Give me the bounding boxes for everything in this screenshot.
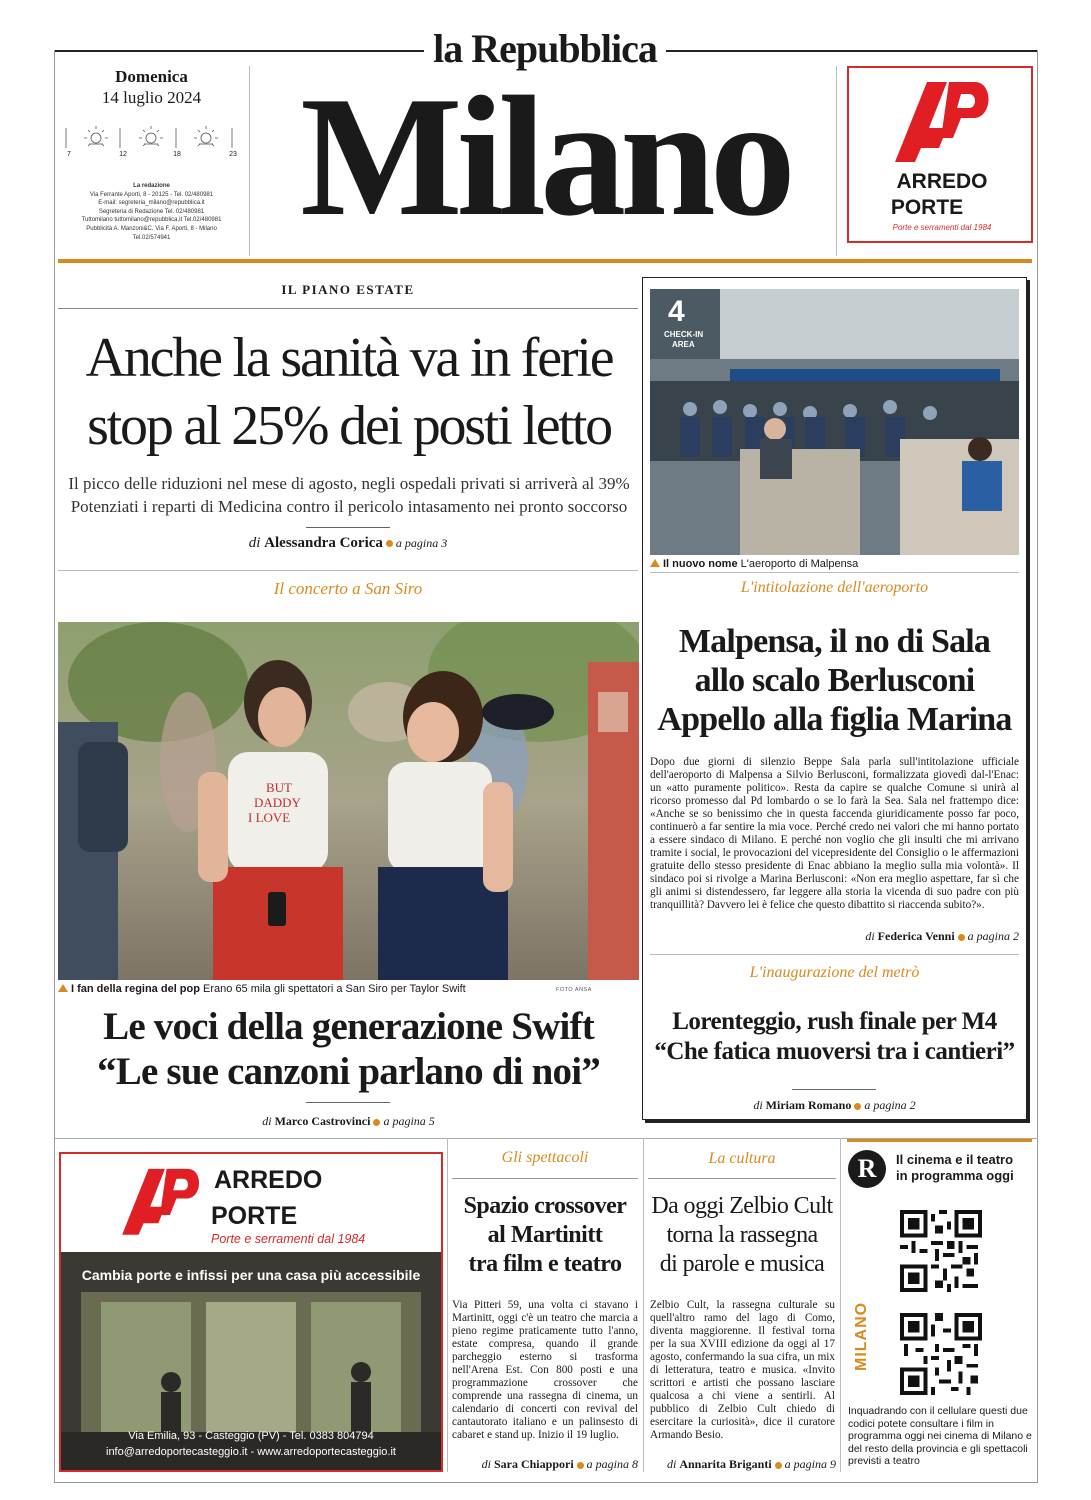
cultura-headline-line1: Da oggi Zelbio Cult: [651, 1193, 833, 1219]
spettacoli-headline-line1: Spazio crossover: [463, 1193, 627, 1219]
masthead-divider-right: [836, 66, 837, 256]
masthead-title: Milano: [300, 62, 790, 252]
concert-photo: [58, 622, 639, 980]
ad-top-tagline: Porte e serramenti dal 1984: [892, 223, 992, 232]
spettacoli-body: Via Pitteri 59, una volta ci stavano i Martinitt, oggi c'è un teatro che marcia a pieno regime praticamente tutto l'anno, estate compresa, quando il grande parcheggio esterno si trasforma nell'Arena Est. Con 800 posti e una programmazione crossover che comprende una rassegna di cinema, un calendario di concerti con revival del cantautorato italiano e un palinsesto di cabaret e stand up. Inizio il 19 luglio.: [452, 1299, 638, 1441]
photo-sign-text: AREA: [672, 340, 695, 349]
cultura-headline-line2: torna la rassegna: [666, 1222, 818, 1248]
byline-prefix: di: [865, 929, 875, 943]
concert-kicker: Il concerto a San Siro: [273, 579, 423, 598]
concert-top-rule: [58, 570, 638, 571]
lead-headline-line1: Anche la sanità va in ferie: [85, 327, 613, 389]
spettacoli-page-ref[interactable]: a pagina 8: [586, 1457, 638, 1471]
qr-box-title: [896, 1152, 1032, 1184]
lead-page-ref[interactable]: a pagina 3: [395, 536, 448, 550]
qr-code-teatro[interactable]: [900, 1313, 982, 1395]
weather-temp-1: 7: [67, 151, 71, 158]
concert-photo-credit: FOTO ANSA: [556, 987, 592, 993]
metro-kicker: L'inaugurazione del metrò: [749, 964, 920, 981]
photo-sign-number: 4: [668, 295, 685, 328]
metro-top-rule: [650, 954, 1019, 955]
byline-prefix: di: [248, 535, 261, 551]
ad-bottom-name-1: ARREDO: [214, 1166, 323, 1194]
masthead-orange-rule: [58, 259, 1032, 263]
cultura-headline[interactable]: [646, 1192, 838, 1279]
lead-section-label: IL PIANO ESTATE: [281, 282, 415, 297]
concert-author[interactable]: Marco Castrovinci: [274, 1114, 371, 1128]
malpensa-headline-line3: Appello alla figlia Marina: [657, 701, 1012, 738]
byline-dot: [577, 1462, 584, 1469]
ad-top-name-1: ARREDO: [896, 170, 988, 193]
lead-byline-rule: [306, 527, 390, 528]
page-border-right: [1037, 50, 1038, 1482]
malpensa-headline-line1: Malpensa, il no di Sala: [678, 623, 991, 660]
byline-prefix: di: [666, 1457, 677, 1471]
weather-icons: [62, 124, 242, 160]
photo-shirt-text: BUT: [266, 780, 292, 795]
concert-byline-rule: [306, 1102, 390, 1103]
masthead-rule-right: [666, 50, 1038, 52]
malpensa-caption-bold: Il nuovo nome: [663, 558, 738, 570]
byline-prefix: di: [753, 1098, 763, 1112]
caption-triangle-icon: [650, 559, 660, 567]
metro-headline-line2: “Che fatica muoversi tra i cantieri”: [654, 1038, 1015, 1065]
metro-page-ref[interactable]: a pagina 2: [864, 1098, 916, 1112]
spettacoli-byline: [452, 1457, 638, 1472]
qr-box-title-line1: Il cinema e il teatro: [896, 1152, 1014, 1167]
redazione-line: Tel.02/574941: [132, 234, 171, 241]
photo-shirt-text: DADDY: [254, 795, 301, 810]
qr-box-note: Inquadrando con il cellulare questi due codici potete consultare i film in programma oggi nei cinema di Milano e del resto della provincia e gli spettacoli previsti a teatro: [848, 1405, 1032, 1467]
concert-byline: [58, 1114, 639, 1129]
ad-top-name-2: PORTE: [890, 196, 964, 219]
concert-headline-line2: “Le sue canzoni parlano di noi”: [97, 1050, 600, 1093]
cultura-body: Zelbio Cult, la rassegna culturale su quell'altro ramo del lago di Como, diventa maggiorenne. Il festival torna per la sua XVIII edizione da oggi al 17 agosto, confermando la sua cifra, un mix di letteratura, teatro e musica. «Invito scrittori e artisti che possano lasciare qualcosa a chi viene a sentirli. Al pubblico di Zelbio Cult chiedo di esercitare la curiosità», dice il curatore Armando Besio.: [650, 1299, 835, 1441]
cultura-author[interactable]: Annarita Briganti: [679, 1457, 772, 1471]
concert-caption-bold: I fan della regina del pop: [71, 983, 200, 995]
byline-dot: [854, 1103, 861, 1110]
redazione-line: Pubblicità A. Manzoni&C. Via F. Aporti, 8 - Milano: [86, 225, 217, 232]
malpensa-photo-illustration: [650, 289, 1019, 555]
malpensa-headline-line2: allo scalo Berlusconi: [694, 662, 975, 699]
weather-strip: [62, 124, 242, 160]
lead-sub-line2: Potenziati i reparti di Medicina contro il pericolo intasamento nei pronto soccorso: [70, 497, 628, 516]
byline-dot: [373, 1119, 380, 1126]
cultura-headline-line3: di parole e musica: [659, 1251, 825, 1277]
brand-logo[interactable]: la Repubblica: [433, 26, 657, 71]
spettacoli-author[interactable]: Sara Chiappori: [493, 1457, 574, 1471]
weather-temp-2: 12: [119, 151, 127, 158]
malpensa-caption: [650, 558, 1019, 570]
concert-caption: [58, 983, 639, 995]
malpensa-caption-text: L'aeroporto di Malpensa: [740, 558, 859, 570]
metro-author[interactable]: Miriam Romano: [765, 1098, 852, 1112]
page-border-bottom: [54, 1482, 1038, 1483]
metro-headline-line1: Lorenteggio, rush finale per M4: [672, 1008, 997, 1035]
metro-headline[interactable]: [648, 1007, 1021, 1067]
photo-shirt-text: I LOVE: [248, 810, 291, 825]
masthead-date: 14 luglio 2024: [101, 88, 202, 107]
malpensa-headline[interactable]: [648, 622, 1021, 739]
masthead-divider-left: [249, 66, 250, 256]
redazione-line: Tuttomilano tuttomilano@repubblica.it Tel.02/480981: [81, 217, 222, 224]
column-divider: [840, 1138, 841, 1472]
caption-triangle-icon: [58, 984, 68, 992]
concert-page-ref[interactable]: a pagina 5: [383, 1114, 435, 1128]
masthead-day: Domenica: [115, 67, 188, 86]
byline-prefix: di: [481, 1457, 491, 1471]
byline-dot: [386, 540, 393, 547]
byline-dot: [958, 934, 965, 941]
cultura-kicker: La cultura: [708, 1150, 776, 1167]
redazione-line: Via Ferrante Aporti, 8 - 20125 - Tel. 02/480981: [89, 191, 214, 198]
qr-code-icon: [900, 1313, 982, 1395]
malpensa-photo: [650, 289, 1019, 555]
concert-headline-line1: Le voci della generazione Swift: [103, 1005, 594, 1048]
qr-box-side-label: MILANO: [853, 1301, 870, 1371]
lead-rule: [58, 308, 638, 309]
byline-prefix: di: [262, 1114, 272, 1128]
ad-bottom-address: Via Emilia, 93 - Casteggio (PV) - Tel. 0383 804794: [128, 1430, 374, 1442]
spettacoli-kicker: Gli spettacoli: [501, 1149, 589, 1166]
column-divider: [643, 1138, 644, 1472]
metro-byline-rule: [792, 1089, 876, 1090]
ad-bottom-slogan: Cambia porte e infissi per una casa più accessibile: [81, 1267, 421, 1283]
redazione-line: Segreteria di Redazione Tel. 02/480981: [98, 208, 205, 215]
column-divider: [447, 1138, 448, 1472]
spettacoli-headline-line3: tra film e teatro: [468, 1251, 622, 1277]
lead-author[interactable]: Alessandra Corica: [264, 535, 383, 551]
qr-code-cinema[interactable]: [900, 1210, 982, 1292]
qr-box-title-line2: in programma oggi: [896, 1168, 1014, 1183]
page-border-left: [54, 50, 55, 1482]
malpensa-body: Dopo due giorni di silenzio Beppe Sala parla sull'intitolazione ufficiale dell'aeroporto di Malpensa a Silvio Berlusconi, formalizzata giovedì dal-l'Enac: un «atto puramente politico». Resta da capire se qualche Comune si unirà al ricorso promesso dal Pd lombardo o se lo farà la Sea. Sala nel frattempo dice: «Anche se so benissimo che in questa faccenda giuridicamente posso far poco, continuerò a far sentire la mia voce. Perché credo nei valori che mi hanno portato a essere sindaco di Milano. E perché non voglio che gli insulti che mi arrivano tramite i social, le provocazioni del vicepresidente del Consiglio o le affermazioni gratuite dello stesso presidente di Enac abbiano la meglio sulla mia volontà». Il sindaco poi si rivolge a Marina Berlusconi: «Non era meglio aspettare, far sì che gli animi si distendessero, far leggere alla storia la vicenda di suo padre con più tranquillità? Davvero lei è felice che questo dibattito si riaccenda subito?».: [650, 756, 1019, 911]
malpensa-kicker: L'intitolazione dell'aeroporto: [740, 579, 929, 596]
masthead-rule-left: [54, 50, 424, 52]
metro-byline: [650, 1098, 1019, 1113]
cultura-page-ref[interactable]: a pagina 9: [784, 1457, 836, 1471]
spettacoli-headline-line2: al Martinitt: [487, 1222, 603, 1248]
malpensa-rule: [650, 572, 1019, 573]
weather-temp-4: 23: [229, 151, 237, 158]
concert-headline[interactable]: [58, 1004, 639, 1094]
qr-box-top-rule: [847, 1139, 1032, 1142]
ad-bottom-contacts[interactable]: info@arredoportecasteggio.it - www.arredoportecasteggio.it: [106, 1446, 396, 1458]
spettacoli-headline[interactable]: [450, 1192, 640, 1279]
spettacoli-rule: [452, 1178, 638, 1179]
lead-sub-line1: Il picco delle riduzioni nel mese di agosto, negli ospedali privati si arriverà al 39%: [68, 474, 630, 493]
photo-sign-text: CHECK-IN: [664, 330, 704, 339]
repubblica-r-logo: R: [848, 1150, 886, 1188]
arredo-porte-logo: [117, 1164, 203, 1238]
redazione-box: [60, 182, 243, 242]
malpensa-byline: [650, 929, 1019, 944]
lead-byline: [58, 535, 638, 552]
concert-photo-illustration: [58, 622, 639, 980]
concert-caption-text: Erano 65 mila gli spettatori a San Siro per Taylor Swift: [203, 983, 466, 995]
weather-temp-3: 18: [173, 151, 181, 158]
ad-bottom[interactable]: [59, 1152, 443, 1472]
cultura-byline: [648, 1457, 836, 1472]
malpensa-page-ref[interactable]: a pagina 2: [967, 929, 1019, 943]
ad-bottom-tagline: Porte e serramenti dal 1984: [211, 1232, 366, 1246]
ad-bottom-name-2: PORTE: [211, 1202, 298, 1230]
malpensa-author[interactable]: Federica Venni: [877, 929, 955, 943]
lead-headline[interactable]: [56, 324, 642, 460]
ad-top[interactable]: [847, 66, 1033, 243]
redazione-line: E-mail: segreteria_milano@repubblica.it: [98, 200, 205, 207]
cultura-rule: [648, 1178, 836, 1179]
lead-headline-line2: stop al 25% dei posti letto: [87, 395, 611, 457]
qr-code-icon: [900, 1210, 982, 1292]
redazione-title: La redazione: [133, 183, 170, 189]
arredo-porte-logo: [889, 76, 993, 166]
lead-subheadline: [56, 472, 642, 518]
byline-dot: [775, 1462, 782, 1469]
